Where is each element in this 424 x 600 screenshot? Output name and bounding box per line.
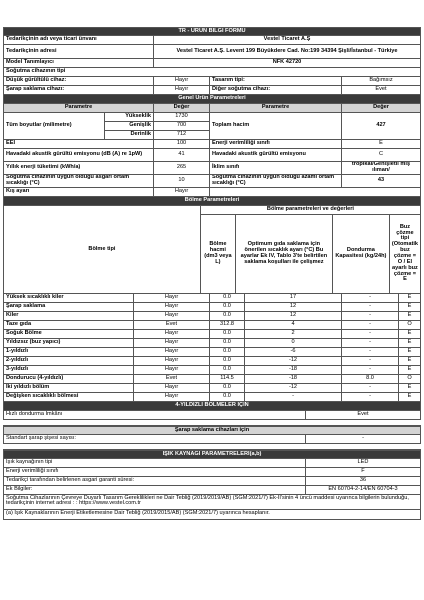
compartment-freezing-capacity: - (342, 366, 399, 374)
compartment-name: Soğuk Bölme (4, 330, 134, 338)
param-left-label: EEI (4, 140, 154, 148)
param-right-value: 43 (377, 177, 385, 184)
type-right-value: Evet (375, 86, 387, 93)
type-right-label: Tasarım tipi: (210, 77, 342, 85)
compartment-name: Kiler (4, 312, 134, 320)
col-value: Değer (154, 104, 210, 112)
compartment-temp: 4 (245, 321, 342, 329)
compartment-present: Hayır (134, 312, 210, 320)
type-row (3, 86, 421, 95)
compartment-row (3, 357, 421, 366)
param-left-value: 100 (154, 140, 210, 148)
light-source-note: (a) Işık Kaynaklarının Enerji Etiketlemesine Dair Tebliğ (2019/2015/AB) (SGM:2021/7) uyarınca hesaplanır. (6, 510, 270, 516)
compartment-volume: 312.8 (210, 321, 245, 329)
light-source-title: IŞIK KAYNAĞI PARAMETRELERİ(a,b) (4, 451, 420, 458)
compartment-volume: 0.0 (210, 366, 245, 374)
compartment-defrost-type: O (407, 321, 412, 328)
compartment-defrost-type: E (407, 357, 412, 364)
compartment-temp: -18 (245, 366, 342, 374)
param-left-label: Havadaki akustik gürültü emisyonu (dB (A) re 1pW) (4, 149, 154, 161)
compartment-temp: -12 (245, 357, 342, 365)
dimensions-block (105, 113, 210, 139)
compartment-volume: 0.0 (210, 348, 245, 356)
fast-freeze-value: Evet (357, 411, 369, 418)
compartment-name: Yüksek sıcaklıklı kiler (4, 294, 134, 302)
compartment-defrost-type: E (407, 384, 412, 391)
compartment-temp: 17 (245, 294, 342, 302)
appliance-type-label: Soğutma cihazının tipi (6, 68, 66, 75)
light-source-value: F (361, 468, 365, 475)
note-row (3, 510, 421, 520)
compartment-row (3, 375, 421, 384)
general-params-header-row (3, 95, 421, 104)
total-volume-value: 427 (376, 122, 386, 129)
compartment-defrost-type: E (407, 339, 412, 346)
light-source-label: Tedarikçi tarafından belirlenen asgari garanti süresi: (4, 477, 306, 485)
light-source-row (3, 459, 421, 468)
compartment-volume: 0.0 (210, 294, 245, 302)
compartment-volume: 0.0 (210, 339, 245, 347)
compartment-name: 1-yıldızlı (4, 348, 134, 356)
dimension-value: 1730 (175, 113, 188, 120)
note-row (3, 495, 421, 510)
compartment-row (3, 348, 421, 357)
param-left-value: 10 (154, 175, 210, 187)
wine-bottles-label: Standart şarap şişesi sayısı: (4, 435, 306, 443)
compartment-freezing-capacity: 8.0 (342, 375, 399, 383)
wine-bottles-row (3, 435, 421, 444)
compartment-present: Hayır (134, 357, 210, 365)
compartment-defrost-type: E (407, 330, 412, 337)
param-right-label: İklim sınıfı (210, 162, 342, 174)
param-left-value: 41 (154, 149, 210, 161)
supplier-name-value: Vestel Ticaret A.Ş (263, 36, 311, 43)
compartment-defrost-type: E (407, 393, 412, 400)
compartment-row (3, 312, 421, 321)
fast-freeze-label: Hızlı dondurma İmkânı (4, 411, 306, 419)
param-right-label: Havadaki akustik gürültü emisyonu (210, 149, 342, 161)
dimension-label: Yükseklik (105, 113, 154, 121)
compartment-row (3, 303, 421, 312)
compartment-volume: 0.0 (210, 384, 245, 392)
winter-setting-value: Hayır (154, 188, 210, 196)
supplier-address-label: Tedarikçinin adresi (4, 45, 154, 58)
compartment-volume: 0.0 (210, 330, 245, 338)
winter-setting-row (3, 188, 421, 197)
compartment-volume: 114.5 (210, 375, 245, 383)
model-row (3, 59, 421, 68)
extra-info-row (3, 486, 421, 495)
compartment-freezing-capacity: - (342, 303, 399, 311)
compartment-present: Hayır (134, 294, 210, 302)
regulation-note: Soğutma Cihazlarının Çevreye Duyarlı Tasarım Gereklilikleri ne Dair Tebliğ (2019/2019/AB) (SGM:2021/7) Ek-II'sinin 4 üncü maddesi uyarınca bilgilerin bulunduğu, tedarikçinin internet adresi : : https://www.vestel.com.tr (6, 495, 409, 507)
compartment-params-title: Bölme Parametreleri (4, 197, 420, 205)
dimension-item (105, 131, 209, 139)
light-source-value: 36 (359, 477, 367, 484)
col-defrost-type: Buz çözme tipi (Otomatik buz çözme = O / El ayarlı buz çözme = E (391, 223, 418, 283)
light-source-label: Işık kaynağının tipi (4, 459, 306, 467)
compartment-row (3, 339, 421, 348)
compartment-defrost-type: E (407, 303, 412, 310)
compartment-row (3, 330, 421, 339)
compartment-values-title: Bölme parametreleri ve değerleri (201, 206, 420, 215)
compartment-name: Şarap saklama (4, 303, 134, 311)
compartment-temp: - (245, 393, 342, 401)
compartment-row (3, 321, 421, 330)
col-parameter: Parametre (4, 104, 154, 112)
type-left-label: Şarap saklama cihazı: (4, 86, 154, 94)
wine-header-row (3, 426, 421, 435)
compartment-name: Taze gıda (4, 321, 134, 329)
compartment-freezing-capacity: - (342, 348, 399, 356)
compartment-value-columns (201, 215, 420, 293)
compartment-defrost-type: O (407, 375, 412, 382)
compartment-temp: -18 (245, 375, 342, 383)
compartment-present: Hayır (134, 330, 210, 338)
compartment-rows (3, 294, 421, 402)
param-left-label: Soğutma cihazının uygun olduğu asgari ortam sıcaklığı (°C) (4, 175, 154, 187)
light-source-row (3, 477, 421, 486)
empty-cell (210, 188, 420, 196)
four-star-title: 4-YILDIZLI BÖLMELER İÇİN (4, 402, 420, 410)
compartment-volume: 0.0 (210, 393, 245, 401)
compartment-present: Hayır (134, 384, 210, 392)
col-parameter: Parametre (210, 104, 342, 112)
dimension-item (105, 122, 209, 131)
model-value: NFK 42720 (272, 59, 302, 66)
dimension-value: 700 (176, 122, 187, 129)
compartment-present: Hayır (134, 303, 210, 311)
compartment-freezing-capacity: - (342, 312, 399, 320)
compartment-defrost-type: E (407, 294, 412, 301)
total-volume-label: Toplam hacim (210, 113, 342, 139)
col-freezing-capacity: Dondurma Kapasitesi (kg/24h) (333, 215, 390, 293)
compartment-present: Hayır (134, 348, 210, 356)
col-recommended-temp: Optimum gıda saklama için önerilen sıcaklık ayarı (°C) Bu ayarlar Ek IV, Tablo 3'te belirtilen saklama koşulları ile çelişmez (236, 215, 333, 293)
general-param-row (3, 149, 421, 162)
dimension-label: Genişlik (105, 122, 154, 130)
fast-freeze-row (3, 411, 421, 420)
supplier-address-value: Vestel Ticaret A.Ş. Levent 199 Büyükdere Cad. No:199 34394 Şişli/İstanbul - Türkiye (176, 47, 398, 54)
col-compartment-volume: Bölme hacmi (dm3 veya L) (201, 215, 236, 293)
light-source-header-row (3, 450, 421, 459)
compartment-present: Hayır (134, 339, 210, 347)
general-param-row (3, 140, 421, 149)
compartment-freezing-capacity: - (342, 393, 399, 401)
dimension-item (105, 113, 209, 122)
general-params-title: Genel Ürün Parametreleri (4, 95, 420, 103)
compartment-freezing-capacity: - (342, 339, 399, 347)
compartment-values-block (201, 206, 420, 293)
extra-info-label: Ek Bilgiler: (4, 486, 306, 494)
compartment-volume: 0.0 (210, 357, 245, 365)
wine-title: Şarap saklama cihazları için (4, 427, 420, 434)
compartment-name: İki yıldızlı bölüm (4, 384, 134, 392)
compartment-temp: -6 (245, 348, 342, 356)
supplier-name-row (3, 36, 421, 45)
compartment-defrost-type: E (407, 366, 412, 373)
type-left-value: Hayır (154, 77, 210, 85)
param-right-label: Enerji verimliliği sınıfı (210, 140, 342, 148)
compartment-present: Evet (134, 321, 210, 329)
dimensions-label: Tüm boyutlar (milimetre) (4, 113, 105, 139)
compartment-temp: 12 (245, 303, 342, 311)
compartment-present: Hayır (134, 366, 210, 374)
compartment-row (3, 384, 421, 393)
four-star-header-row (3, 402, 421, 411)
type-row (3, 77, 421, 86)
extra-info-value: EN 60704-2-14/EN 60704-3 (328, 486, 398, 493)
compartment-temp: 2 (245, 330, 342, 338)
compartment-name: Değişken sıcaklıklı bölmesi (4, 393, 134, 401)
param-left-label: Yıllık enerji tüketimi (kWh/a) (4, 162, 154, 174)
type-right-value: Bağımsız (369, 77, 393, 84)
compartment-name: Yıldızsız (buz yapıcı) (4, 339, 134, 347)
compartment-volume: 0.0 (210, 303, 245, 311)
light-source-label: Enerji verimliliği sınıfı (4, 468, 306, 476)
type-right-label: Diğer soğutma cihazı: (210, 86, 342, 94)
compartment-temp: 12 (245, 312, 342, 320)
param-right-label: Soğutma cihazının uygun olduğu azami ortam sıcaklığı (°C) (210, 175, 342, 187)
type-left-value: Hayır (154, 86, 210, 94)
light-source-value: LED (357, 459, 369, 466)
dimension-label: Derinlik (105, 131, 154, 139)
col-compartment-type: Bölme tipi (4, 206, 201, 293)
param-right-value: tropikal/Genişletil miş ılıman/ (351, 162, 411, 173)
compartment-name: 2-yıldızlı (4, 357, 134, 365)
compartment-row (3, 393, 421, 402)
sheet-title-row (3, 27, 421, 36)
compartment-defrost-type: E (407, 312, 412, 319)
param-right-value: E (379, 140, 383, 147)
general-param-row (3, 175, 421, 188)
general-param-row (3, 162, 421, 175)
supplier-address-row (3, 45, 421, 59)
param-right-value: C (378, 151, 384, 158)
dimensions-row (3, 113, 421, 140)
compartment-name: 3-yıldızlı (4, 366, 134, 374)
general-params-columns-row (3, 104, 421, 113)
type-left-label: Düşük gürültülü cihaz: (4, 77, 154, 85)
compartment-freezing-capacity: - (342, 321, 399, 329)
model-label: Model Tanımlayıcı (4, 59, 154, 67)
dimension-value: 712 (176, 131, 187, 138)
winter-setting-label: Kış ayarı (4, 188, 154, 196)
light-source-row (3, 468, 421, 477)
compartment-freezing-capacity: - (342, 330, 399, 338)
compartment-present: Hayır (134, 393, 210, 401)
product-information-sheet (3, 27, 421, 520)
compartment-freezing-capacity: - (342, 294, 399, 302)
compartment-row (3, 366, 421, 375)
col-value: Değer (342, 104, 420, 112)
appliance-type-row (3, 68, 421, 77)
compartment-params-header-row (3, 197, 421, 206)
compartment-freezing-capacity: - (342, 384, 399, 392)
compartment-name: Dondurucu (4-yıldızlı) (4, 375, 134, 383)
sheet-title: TR - ÜRÜN BİLGİ FORMU (4, 28, 420, 35)
supplier-name-label: Tedarikçinin adı veya ticari ünvanı (4, 36, 154, 44)
compartment-temp: 0 (245, 339, 342, 347)
compartment-defrost-type: E (407, 348, 412, 355)
compartment-volume: 0.0 (210, 312, 245, 320)
compartment-freezing-capacity: - (342, 357, 399, 365)
compartment-columns-row (3, 206, 421, 294)
wine-bottles-value: - (362, 435, 364, 442)
compartment-present: Evet (134, 375, 210, 383)
compartment-row (3, 294, 421, 303)
param-left-value: 265 (154, 162, 210, 174)
compartment-temp: -12 (245, 384, 342, 392)
